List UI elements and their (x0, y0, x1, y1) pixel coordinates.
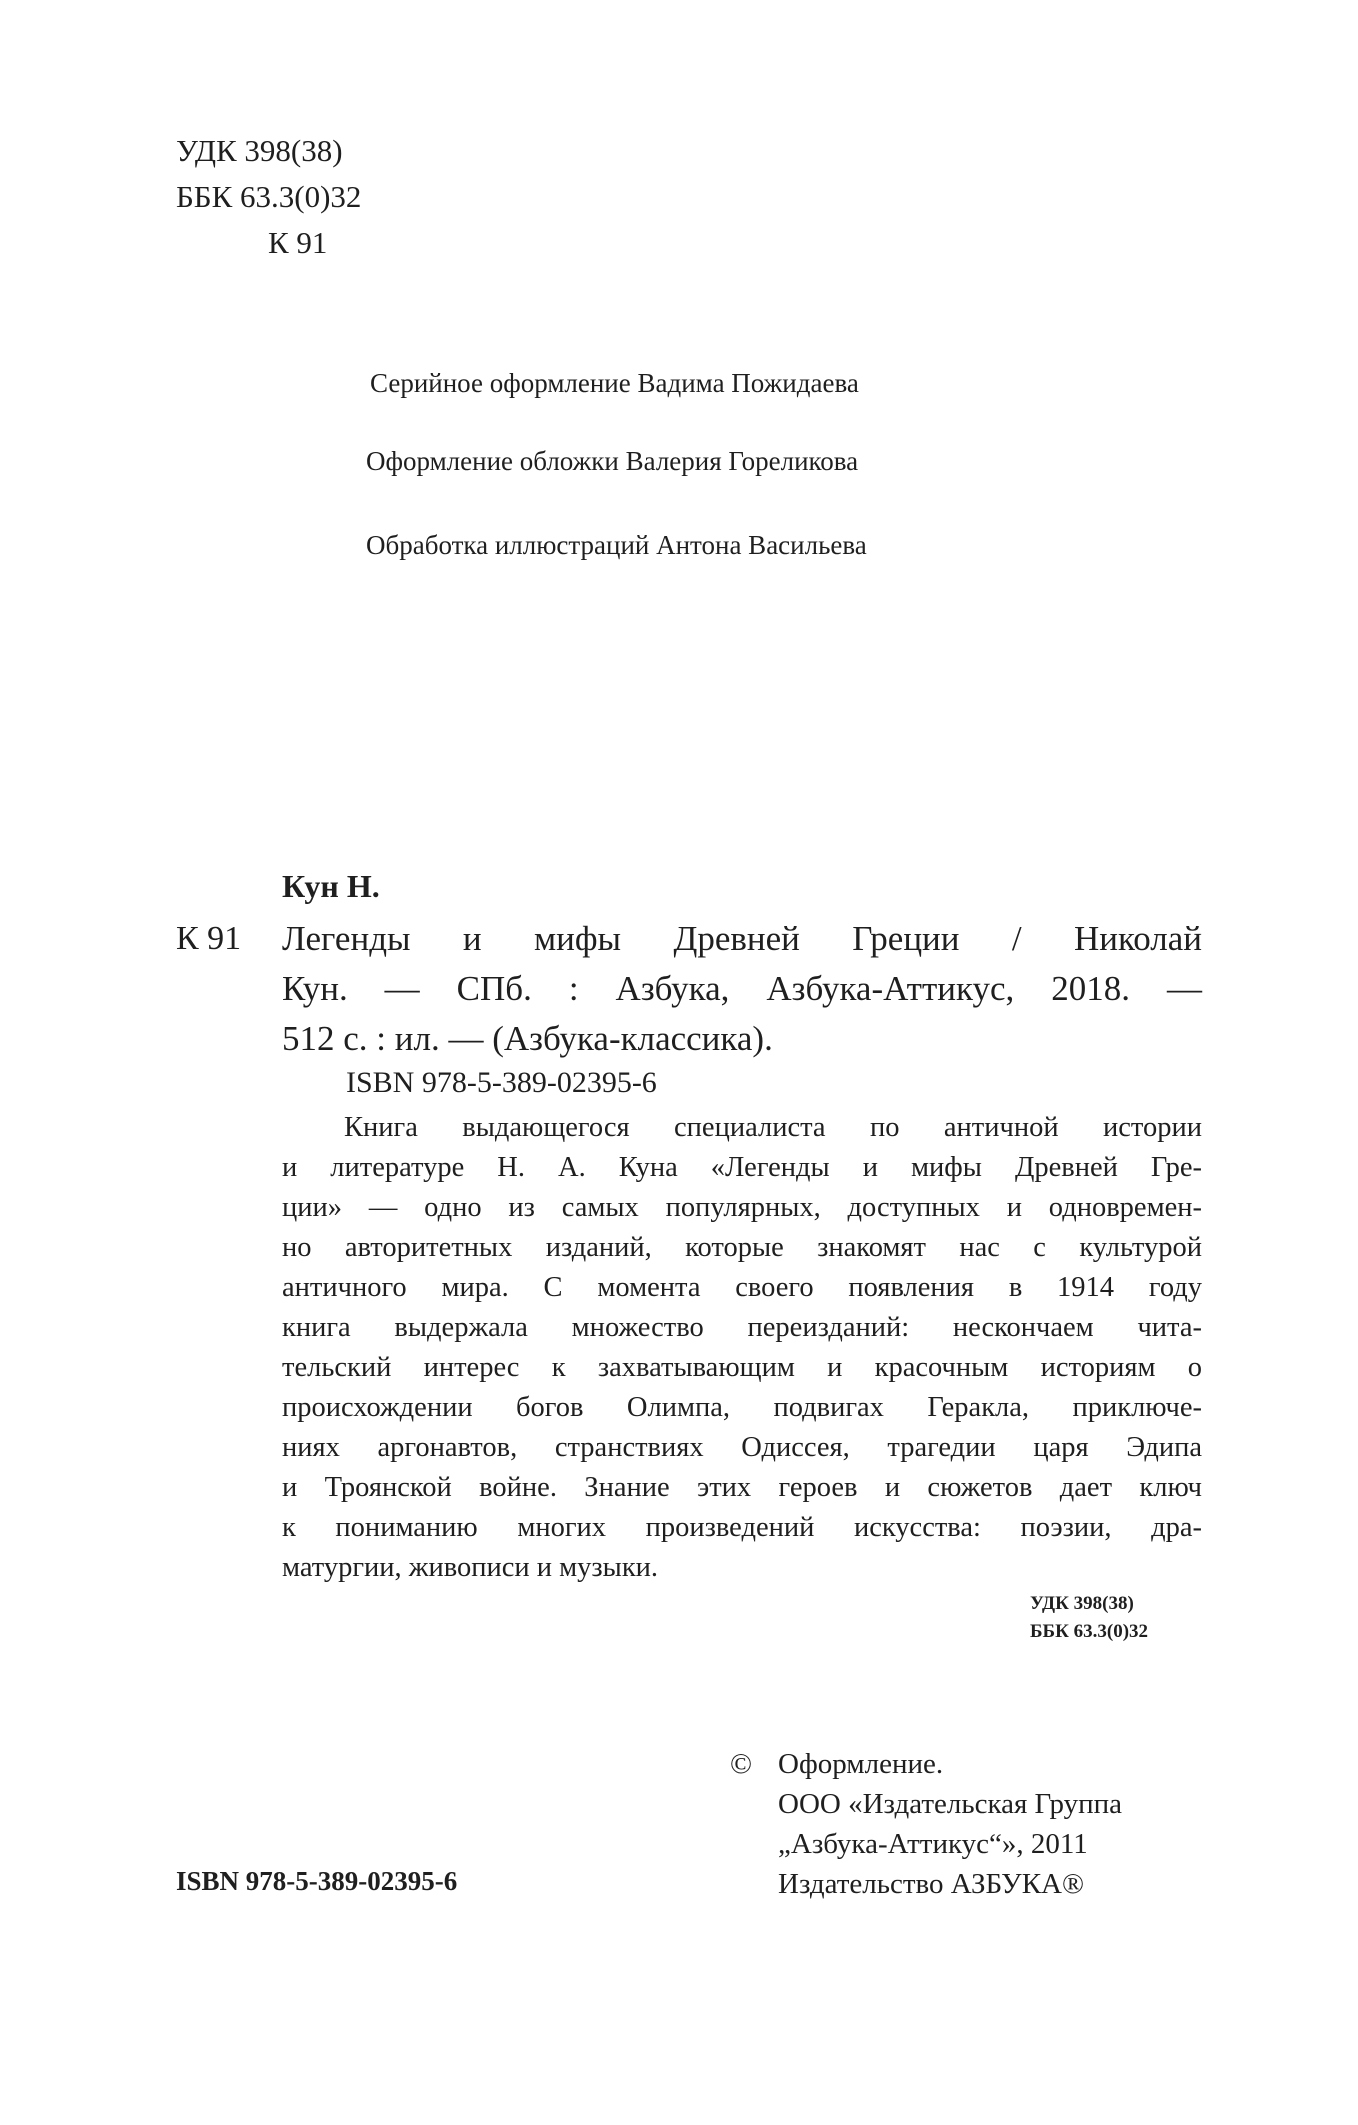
annotation-line: тельский интерес к захватывающим и красочным историям о (282, 1352, 1202, 1383)
annotation-line: но авторитетных изданий, которые знакомят нас с культурой (282, 1232, 1202, 1263)
bib-line: Кун. — СПб. : Азбука, Азбука-Аттикус, 2018. — (282, 969, 1202, 1008)
annotation-line: и Троянской войне. Знание этих героев и сюжетов дает ключ (282, 1472, 1202, 1503)
copyright-line: Издательство АЗБУКА® (778, 1868, 1085, 1900)
copyright-line: „Азбука-Аттикус“», 2011 (778, 1828, 1088, 1860)
copyright-line: Оформление. (778, 1748, 944, 1780)
bib-description (282, 914, 1202, 1064)
small-codes-block (1030, 1590, 1148, 1646)
classification-block (176, 128, 361, 266)
copyright-block (778, 1744, 1122, 1904)
credit-cover-design: Оформление обложки Валерия Гореликова (366, 446, 859, 476)
bbk-code: ББК 63.3(0)32 (176, 179, 362, 214)
credit-series-design: Серийное оформление Вадима Пожидаева (370, 368, 859, 398)
small-udk-code: УДК 398(38) (1030, 1593, 1134, 1614)
bib-isbn: ISBN 978-5-389-02395-6 (346, 1066, 657, 1099)
annotation-line: матургии, живописи и музыки. (282, 1552, 659, 1583)
annotation-line: Книга выдающегося специалиста по античной истории (344, 1112, 1202, 1143)
small-bbk-code: ББК 63.3(0)32 (1030, 1621, 1149, 1642)
annotation-line: ции» — одно из самых популярных, доступных и одновремен- (282, 1192, 1202, 1223)
author-mark: К 91 (268, 225, 328, 260)
annotation-line: и литературе Н. А. Куна «Легенды и мифы Древней Гре- (282, 1152, 1202, 1183)
annotation-line: античного мира. С момента своего появления в 1914 году (282, 1272, 1202, 1303)
bib-author: Кун Н. (282, 868, 380, 904)
isbn-bottom: ISBN 978-5-389-02395-6 (176, 1866, 458, 1896)
credit-illustrations: Обработка иллюстраций Антона Васильева (366, 530, 867, 560)
udk-code: УДК 398(38) (176, 133, 343, 168)
annotation-line: книга выдержала множество переизданий: нескончаем чита- (282, 1312, 1202, 1343)
bib-line: 512 с. : ил. — (Азбука-классика). (282, 1019, 773, 1058)
bib-line: Легенды и мифы Древней Греции / Николай (282, 919, 1202, 958)
copyright-symbol: © (730, 1748, 753, 1780)
annotation-line: происхождении богов Олимпа, подвигах Геракла, приключе- (282, 1392, 1202, 1423)
annotation (282, 1108, 1202, 1588)
annotation-line: к пониманию многих произведений искусства: поэзии, дра- (282, 1512, 1202, 1543)
copyright-line: ООО «Издательская Группа (778, 1788, 1123, 1820)
bib-code: К 91 (176, 920, 242, 957)
annotation-line: ниях аргонавтов, странствиях Одиссея, трагедии царя Эдипа (282, 1432, 1202, 1463)
